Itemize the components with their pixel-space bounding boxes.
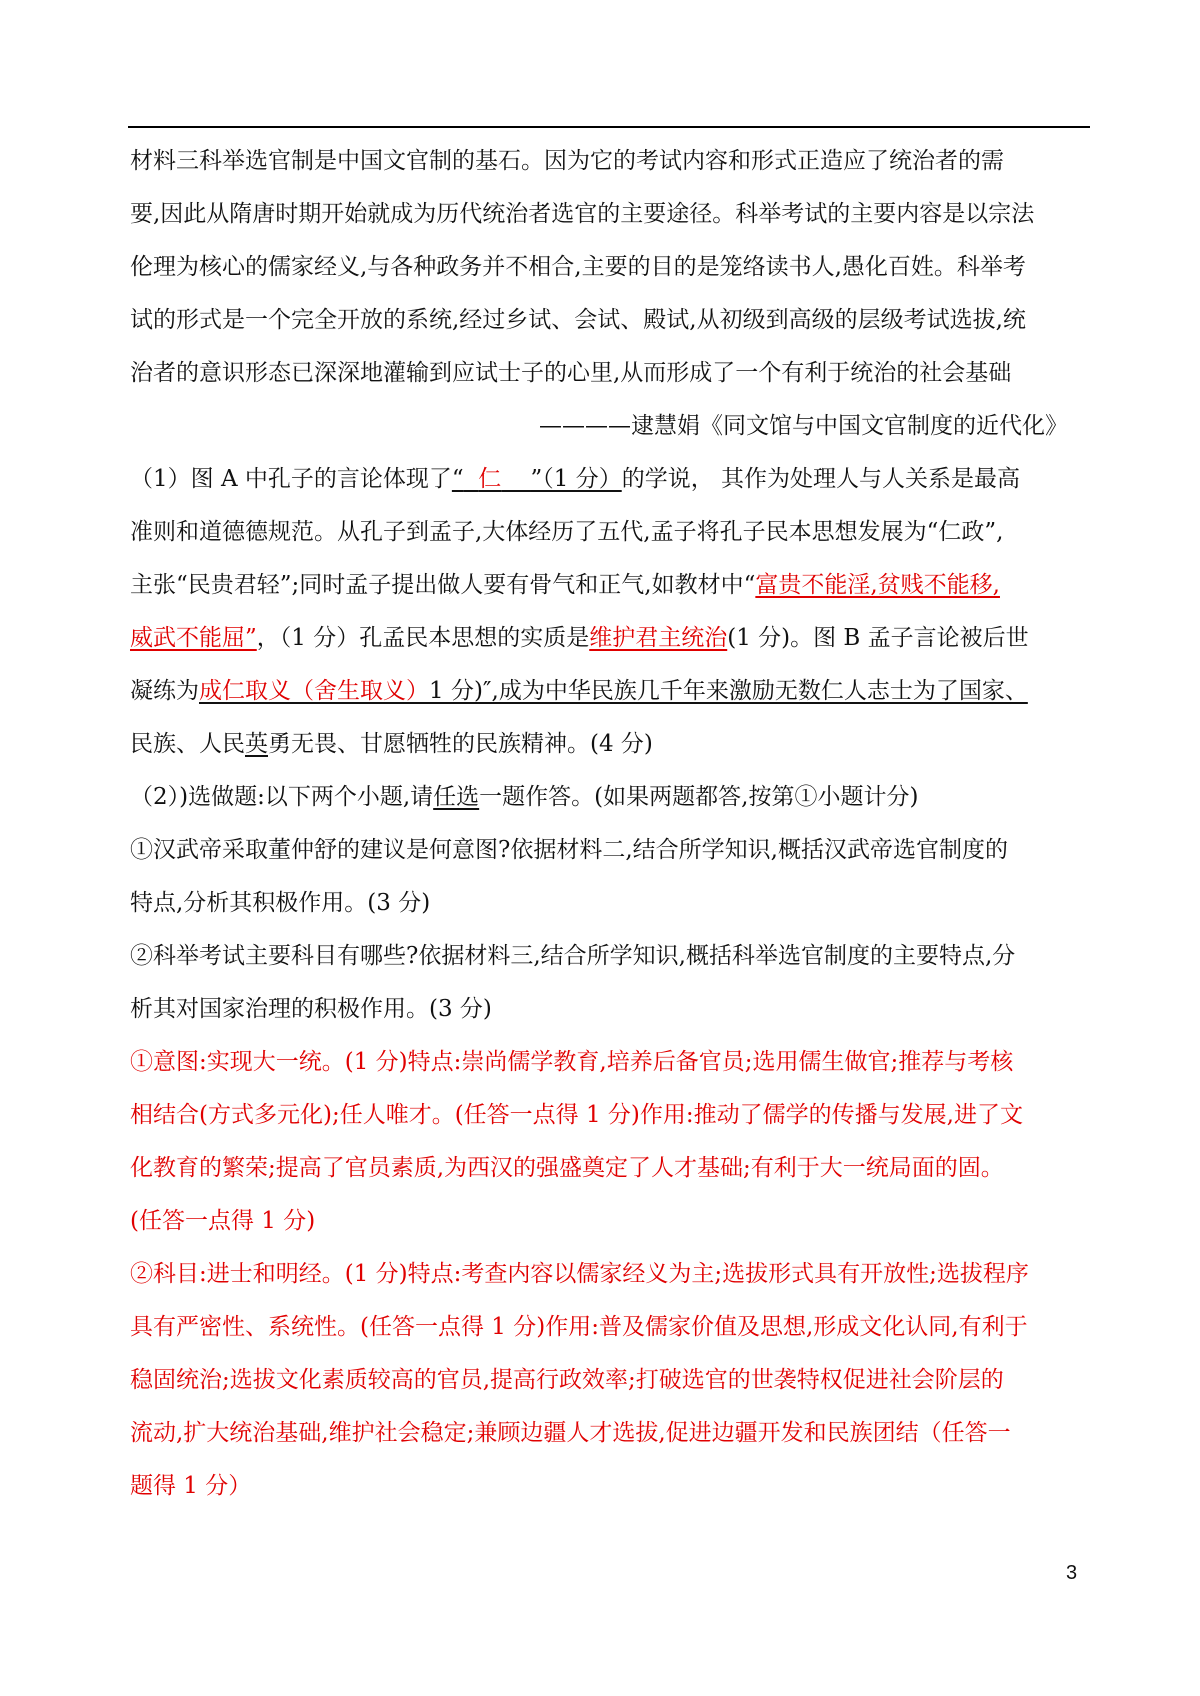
q2-line-1: （2）)选做题:以下两个小题,请任选一题作答。(如果两题都答,按第①小题计分) (130, 784, 919, 810)
answer-two-line: 流动,扩大统治基础,维护社会稳定;兼顾边疆人才选拔,促进边疆开发和民族团结（任答一 (130, 1420, 1011, 1446)
answer-two-line: 稳固统治;选拔文化素质较高的官员,提高行政效率;打破选官的世袭特权促进社会阶层的 (130, 1367, 1004, 1393)
q2-option-1: ①汉武帝采取董仲舒的建议是何意图?依据材料二,结合所学知识,概括汉武帝选官制度的 (130, 837, 1008, 863)
header-rule (128, 126, 1090, 128)
question-one (130, 453, 1090, 771)
q1-line-4: 威武不能屈”，（1 分）孔孟民本思想的实质是维护君主统治(1 分)。图 B 孟子言论被后世 (130, 625, 1029, 651)
material-line: 材料三科举选官制是中国文官制的基石。因为它的考试内容和形式正造应了统治者的需 (130, 148, 1004, 174)
material-line: 治者的意识形态已深深地灌输到应试士子的心里,从而形成了一个有利于统治的社会基础 (130, 360, 1012, 386)
q1-line-6: 民族、人民英勇无畏、甘愿牺牲的民族精神。(4 分) (130, 731, 653, 757)
q2-option-1: 特点,分析其积极作用。(3 分) (130, 890, 431, 916)
answer-one-line: ①意图:实现大一统。(1 分)特点:崇尚儒学教育,培养后备官员;选用儒生做官;推荐与考核 (130, 1049, 1014, 1075)
q1-line-1: （1）图 A 中孔子的言论体现了“ 仁 ”（1 分）的学说， 其作为处理人与人关系是最高 (130, 466, 1021, 492)
answer-quote-end: 威武不能屈” (130, 625, 257, 651)
answer-ren: 仁 (478, 466, 502, 492)
answer-quote: 富贵不能淫,贫贱不能移, (755, 572, 1000, 598)
q1-line-2: 准则和道德德规范。从孔子到孟子,大体经历了五代,孟子将孔子民本思想发展为“仁政”, (130, 519, 1004, 545)
answer-two-line: 题得 1 分） (130, 1473, 252, 1499)
page-body (130, 135, 1090, 1513)
answer-two-line: ②科目:进士和明经。(1 分)特点:考查内容以儒家经义为主;选拔形式具有开放性;选拔程序 (130, 1261, 1029, 1287)
answer-two-line: 具有严密性、系统性。(任答一点得 1 分)作用:普及儒家价值及思想,形成文化认同,有利于 (130, 1314, 1028, 1340)
material-three (130, 135, 1090, 453)
answer-one-line: 化教育的繁荣;提高了官员素质,为西汉的强盛奠定了人才基础;有利于大一统局面的固。 (130, 1155, 1004, 1181)
question-two (130, 771, 1090, 1036)
q2-option-2: 析其对国家治理的积极作用。(3 分) (130, 996, 492, 1022)
answer-one-line: (任答一点得 1 分) (130, 1208, 316, 1234)
q1-line-3: 主张“民贵君轻”;同时孟子提出做人要有骨气和正气,如教材中“富贵不能淫,贫贱不能移, (130, 572, 1000, 598)
material-line: 伦理为核心的儒家经义,与各种政务并不相合,主要的目的是笼络读书人,愚化百姓。科举考 (130, 254, 1026, 280)
answer-key (130, 1036, 1090, 1513)
answer-one-line: 相结合(方式多元化);任人唯才。(任答一点得 1 分)作用:推动了儒学的传播与发展,进了文 (130, 1102, 1023, 1128)
material-source: ————逮慧娟《同文馆与中国文官制度的近代化》 (539, 413, 1068, 439)
page-number: 3 (1066, 1562, 1078, 1584)
q2-option-2: ②科举考试主要科目有哪些?依据材料三,结合所学知识,概括科举选官制度的主要特点,分 (130, 943, 1016, 969)
material-line: 要,因此从隋唐时期开始就成为历代统治者选官的主要途径。科举考试的主要内容是以宗法 (130, 201, 1035, 227)
answer-essence: 维护君主统治 (589, 625, 728, 651)
q1-line-5: 凝练为成仁取义（舍生取义）1 分)″,成为中华民族几千年来激励无数仁人志士为了国家、 (130, 678, 1028, 704)
answer-blank: “ 仁 ”（1 分） (451, 466, 622, 492)
answer-idiom-blank: 成仁取义（舍生取义）1 分)″,成为中华民族几千年来激励无数仁人志士为了国家、 (199, 678, 1028, 704)
choose-one: 任选 (433, 784, 480, 810)
material-line: 试的形式是一个完全开放的系统,经过乡试、会试、殿试,从初级到高级的层级考试选拔,统 (130, 307, 1026, 333)
answer-idiom: 成仁取义（舍生取义） (199, 678, 429, 704)
